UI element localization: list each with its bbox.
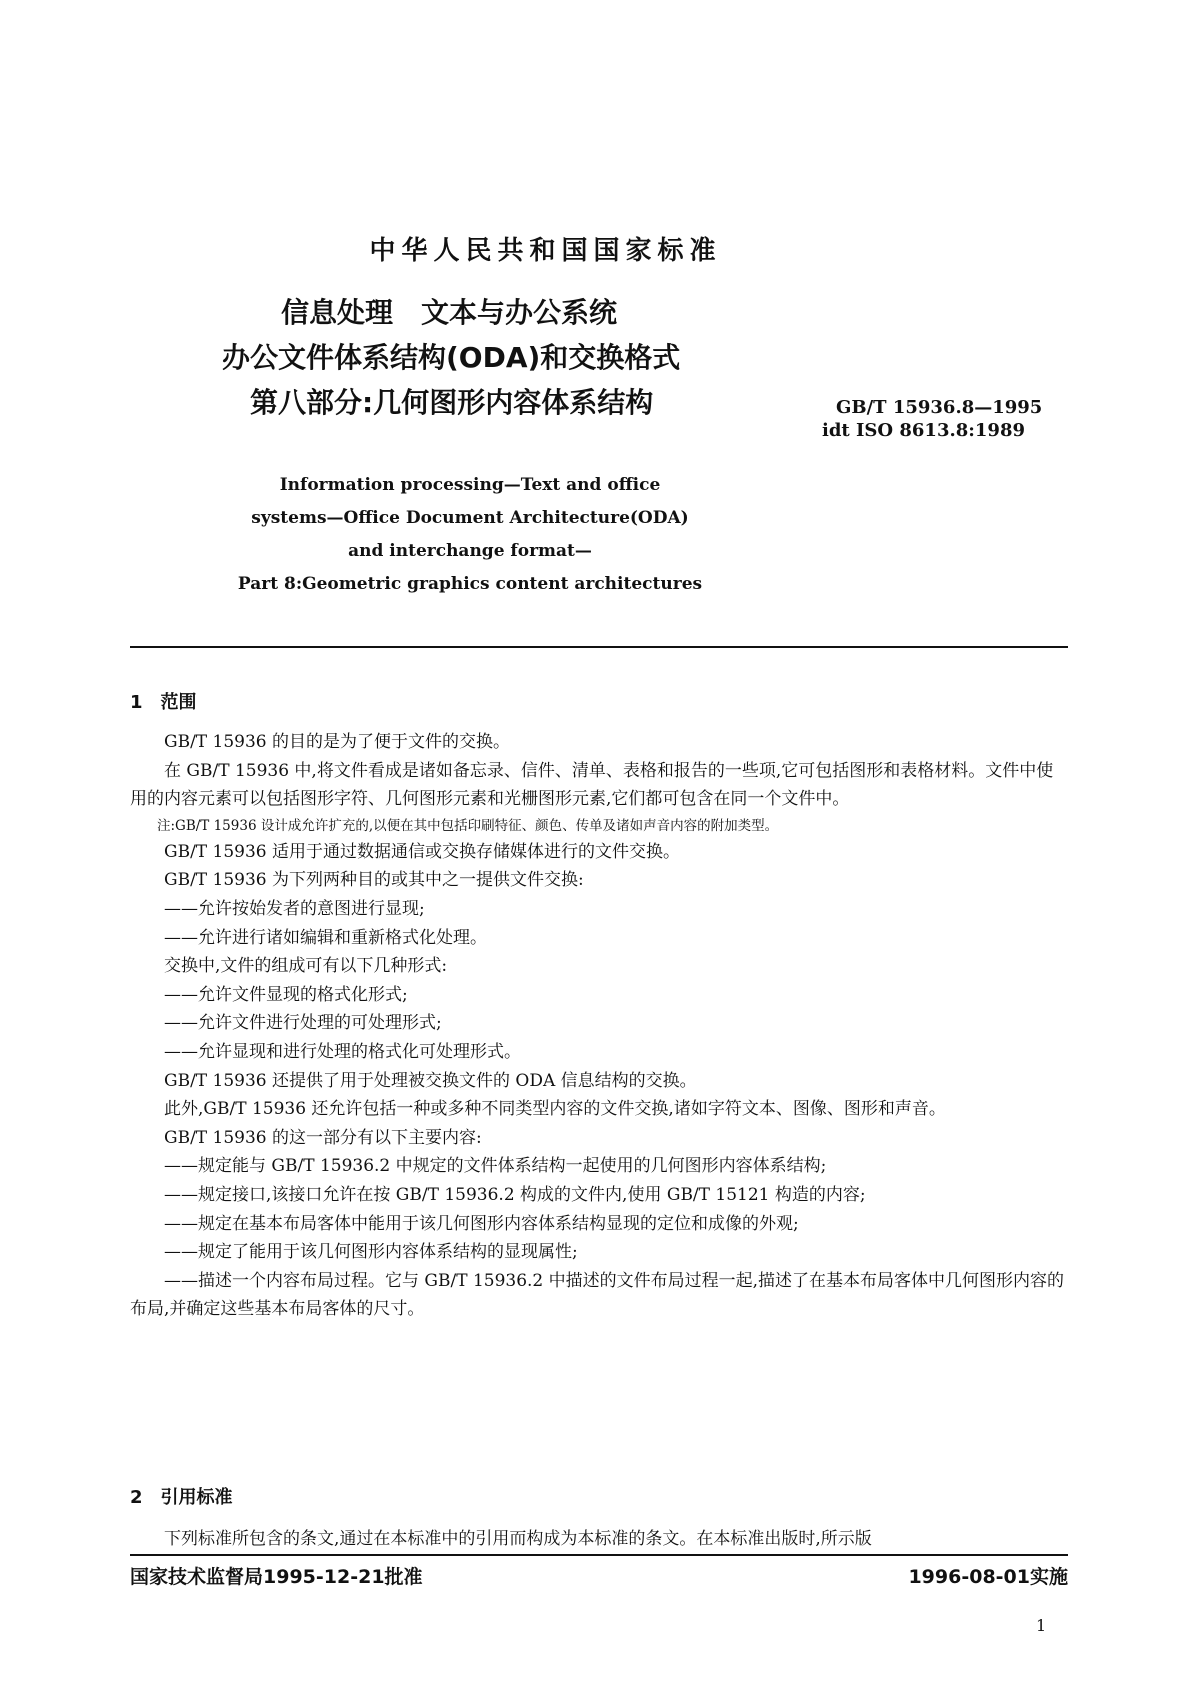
list-item: ——允许按始发者的意图进行显现; [164, 898, 425, 919]
paragraph: 在 GB/T 15936 中,将文件看成是诸如备忘录、信件、清单、表格和报告的一些项,它可包括图形和表格材料。文件中使用的内容元素可以包括图形字符、几何图形元素和光栅图形元素,它们都可包含在同一个文件中。 [130, 760, 1054, 810]
paragraph: 此外,GB/T 15936 还允许包括一种或多种不同类型内容的文件交换,诸如字符文本、图像、图形和声音。 [164, 1099, 946, 1120]
section-2-body [130, 1525, 1066, 1554]
list-item: ——允许文件进行处理的可处理形式; [164, 1013, 442, 1034]
list-item: ——规定接口,该接口允许在按 GB/T 15936.2 构成的文件内,使用 GB/T 15121 构造的内容; [164, 1184, 866, 1205]
title-line-2: 办公文件体系结构(ODA)和交换格式 [222, 341, 681, 374]
iso-equivalent-code: idt ISO 8613.8:1989 [822, 420, 1026, 441]
paragraph: GB/T 15936 适用于通过数据通信或交换存储媒体进行的文件交换。 [164, 841, 681, 862]
standard-code: GB/T 15936.8—1995 [836, 397, 1043, 418]
list-item: ——允许进行诸如编辑和重新格式化处理。 [164, 927, 487, 948]
paragraph: GB/T 15936 的目的是为了便于文件的交换。 [164, 732, 511, 752]
paragraph: GB/T 15936 为下列两种目的或其中之一提供文件交换: [164, 870, 584, 891]
footer-divider [130, 1554, 1068, 1556]
header-divider [130, 646, 1068, 648]
paragraph: GB/T 15936 还提供了用于处理被交换文件的 ODA 信息结构的交换。 [164, 1070, 697, 1091]
list-item: ——描述一个内容布局过程。它与 GB/T 15936.2 中描述的文件布局过程一起,描述了在基本布局客体中几何图形内容的布局,并确定这些基本布局客体的尺寸。 [130, 1270, 1065, 1320]
list-item: ——允许文件显现的格式化形式; [164, 984, 408, 1005]
english-title-line-4: Part 8:Geometric graphics content architectures [237, 574, 703, 594]
note: 注:GB/T 15936 设计成允许扩充的,以便在其中包括印刷特征、颜色、传单及诸如声音内容的附加类型。 [157, 817, 779, 834]
title-line-3: 第八部分:几何图形内容体系结构 [250, 386, 654, 419]
paragraph: 下列标准所包含的条文,通过在本标准中的引用而构成为本标准的条文。在本标准出版时,所示版 [164, 1529, 872, 1549]
section-1-body [130, 728, 1066, 1324]
standard-name: 中华人民共和国国家标准 [369, 236, 722, 266]
implementation-date: 1996-08-01实施 [908, 1566, 1068, 1588]
section-1-heading: 1 范围 [130, 692, 197, 713]
english-title-line-2: systems—Office Document Architecture(ODA) [251, 508, 689, 528]
paragraph: 交换中,文件的组成可有以下几种形式: [164, 956, 448, 977]
approval-date: 国家技术监督局1995-12-21批准 [130, 1566, 423, 1588]
list-item: ——允许显现和进行处理的格式化可处理形式。 [164, 1041, 521, 1062]
section-2-heading: 2 引用标准 [130, 1487, 233, 1508]
english-title-line-3: and interchange format— [348, 541, 592, 561]
paragraph: GB/T 15936 的这一部分有以下主要内容: [164, 1127, 482, 1148]
list-item: ——规定了能用于该几何图形内容体系结构的显现属性; [164, 1242, 578, 1263]
list-item: ——规定在基本布局客体中能用于该几何图形内容体系结构显现的定位和成像的外观; [164, 1213, 799, 1234]
list-item: ——规定能与 GB/T 15936.2 中规定的文件体系结构一起使用的几何图形内容体系结构; [164, 1156, 827, 1177]
english-title-line-1: Information processing—Text and office [279, 475, 661, 495]
title-line-1: 信息处理 文本与办公系统 [281, 296, 618, 329]
page-number: 1 [1036, 1616, 1047, 1635]
